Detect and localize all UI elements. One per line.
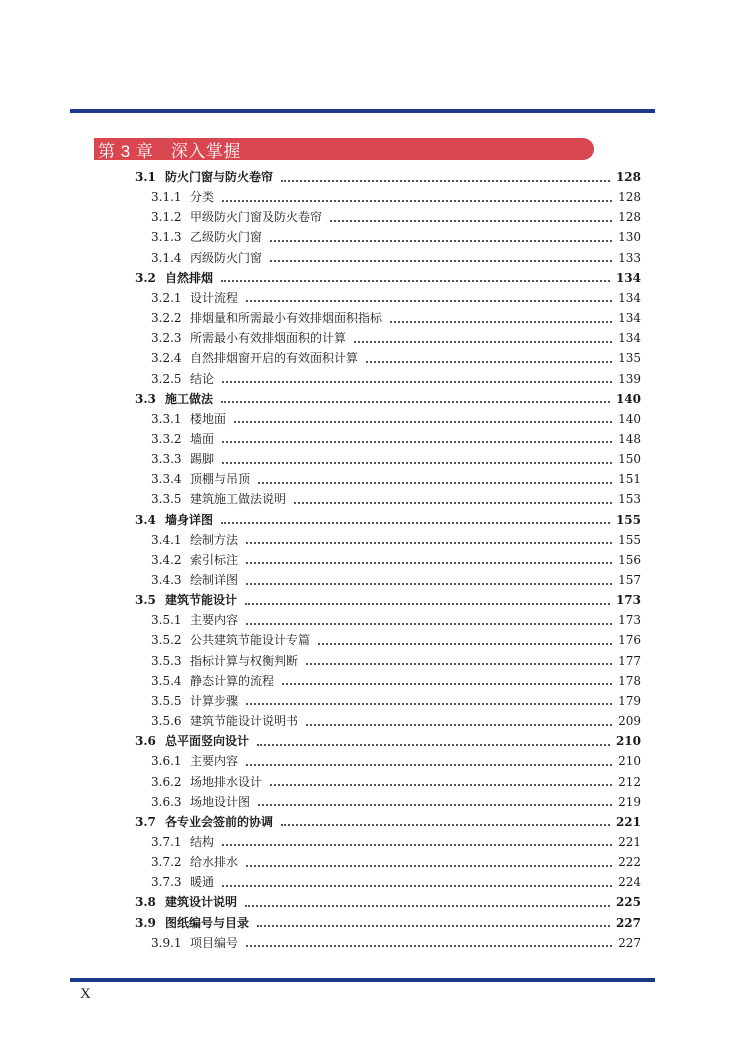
toc-leader-dots: [234, 420, 612, 423]
toc-entry-number: 3.5: [135, 593, 156, 608]
toc-leader-dots: [246, 622, 612, 625]
toc-entry-page: 128: [618, 210, 641, 225]
toc-entry-title: 图纸编号与目录: [165, 915, 250, 930]
toc-leader-dots: [390, 320, 612, 323]
toc-leader-dots: [306, 723, 612, 726]
toc-leader-dots: [330, 219, 612, 222]
toc-entry-number: 3.3.5: [151, 492, 182, 507]
toc-subsection-entry[interactable]: [151, 691, 641, 711]
toc-entry-title: 给水排水: [190, 855, 239, 870]
toc-leader-dots: [282, 682, 612, 685]
toc-entry-page: 140: [615, 391, 641, 406]
toc-entry-number: 3.9.1: [151, 935, 182, 950]
footer-rule: [70, 978, 655, 982]
toc-leader-dots: [222, 461, 612, 464]
toc-entry-number: 3.4.3: [151, 573, 182, 587]
toc-leader-dots: [245, 904, 610, 907]
toc-entry-title: 所需最小有效排烟面积的计算: [190, 331, 347, 346]
toc-entry-title: 静态计算的流程: [190, 673, 275, 688]
toc-leader-dots: [257, 924, 610, 927]
toc-entry-number: 3.7: [135, 814, 156, 829]
toc-subsection-entry[interactable]: [151, 792, 641, 812]
toc-subsection-entry[interactable]: [151, 550, 641, 570]
toc-entry-title: 绘制方法: [190, 532, 239, 547]
toc-subsection-entry[interactable]: [151, 832, 641, 852]
toc-subsection-entry[interactable]: [151, 348, 641, 368]
toc-leader-dots: [258, 481, 612, 484]
toc-section-entry[interactable]: [135, 731, 641, 751]
toc-subsection-entry[interactable]: [151, 207, 641, 227]
toc-entry-title: 自然排烟窗开启的有效面积计算: [190, 351, 359, 366]
toc-entry-title: 建筑施工做法说明: [190, 492, 287, 507]
toc-entry-number: 3.2: [135, 270, 156, 285]
toc-entry-page: 225: [615, 895, 641, 910]
toc-subsection-entry[interactable]: [151, 288, 641, 308]
toc-entry-title: 甲级防火门窗及防火卷帘: [190, 210, 323, 225]
toc-entry-title: 施工做法: [165, 391, 214, 406]
toc-entry-page: 173: [618, 613, 641, 628]
toc-entry-title: 建筑节能设计说明书: [190, 714, 299, 729]
toc-section-entry[interactable]: [135, 812, 641, 832]
toc-subsection-entry[interactable]: [151, 610, 641, 630]
toc-section-entry[interactable]: [135, 268, 641, 288]
toc-entry-number: 3.3.3: [151, 452, 182, 467]
toc-entry-number: 3.4.1: [151, 532, 182, 547]
toc-subsection-entry[interactable]: [151, 469, 641, 489]
toc-leader-dots: [294, 501, 612, 504]
toc-entry-title: 乙级防火门窗: [190, 230, 263, 245]
toc-entry-number: 3.5.2: [151, 633, 182, 648]
toc-entry-number: 3.1.3: [151, 230, 182, 245]
toc-entry-page: 227: [615, 915, 641, 930]
toc-leader-dots: [221, 521, 610, 524]
toc-entry-title: 场地排水设计: [190, 774, 263, 789]
toc-leader-dots: [246, 541, 612, 544]
toc-entry-page: 156: [618, 552, 641, 567]
toc-leader-dots: [246, 864, 612, 867]
toc-leader-dots: [306, 662, 612, 665]
toc-entry-number: 3.7.3: [151, 875, 182, 890]
toc-subsection-entry[interactable]: [151, 772, 641, 792]
toc-entry-page: 221: [618, 834, 641, 849]
toc-leader-dots: [318, 642, 612, 645]
toc-entry-title: 顶棚与吊顶: [190, 472, 251, 487]
toc-entry-title: 防火门窗与防火卷帘: [165, 170, 274, 184]
toc-entry-number: 3.5.5: [151, 693, 182, 708]
toc-subsection-entry[interactable]: [151, 933, 641, 953]
toc-entry-page: 134: [618, 311, 641, 326]
toc-leader-dots: [222, 380, 612, 383]
toc-entry-title: 结构: [190, 834, 215, 849]
toc-leader-dots: [246, 763, 612, 766]
toc-entry-page: 210: [615, 734, 641, 749]
toc-entry-number: 3.4.2: [151, 552, 182, 567]
toc-leader-dots: [222, 440, 612, 443]
toc-entry-number: 3.1.4: [151, 250, 182, 265]
toc-entry-page: 134: [618, 290, 641, 305]
toc-entry-number: 3.2.4: [151, 351, 182, 366]
toc-entry-title: 索引标注: [190, 552, 239, 567]
toc-entry-number: 3.5.4: [151, 673, 182, 688]
toc-entry-page: 153: [618, 492, 641, 507]
toc-leader-dots: [246, 561, 612, 564]
toc-subsection-entry[interactable]: [151, 369, 641, 389]
toc-entry-number: 3.7.1: [151, 834, 182, 849]
toc-section-entry[interactable]: [135, 389, 641, 409]
toc-entry-title: 绘制详图: [190, 573, 239, 587]
toc-entry-page: 224: [618, 875, 641, 890]
toc-subsection-entry[interactable]: [151, 530, 641, 550]
toc-section-entry[interactable]: [135, 913, 641, 933]
toc-leader-dots: [366, 360, 612, 363]
toc-entry-title: 公共建筑节能设计专篇: [190, 633, 311, 648]
toc-entry-number: 3.3.4: [151, 472, 182, 487]
toc-entry-page: 173: [615, 593, 641, 608]
toc-leader-dots: [221, 400, 610, 403]
toc-subsection-entry[interactable]: [151, 751, 641, 771]
toc-entry-page: 148: [618, 431, 641, 446]
toc-entry-page: 140: [618, 411, 641, 426]
toc-leader-dots: [257, 743, 610, 746]
toc-entry-title: 结论: [190, 371, 215, 386]
toc-leader-dots: [246, 582, 612, 585]
toc-subsection-entry[interactable]: [151, 711, 641, 731]
toc-entry-title: 设计流程: [190, 290, 239, 305]
toc-entry-page: 150: [618, 452, 641, 467]
toc-leader-dots: [222, 199, 612, 202]
toc-entry-page: 222: [618, 855, 641, 870]
toc-entry-number: 3.3: [135, 391, 156, 406]
toc-section-entry[interactable]: [135, 892, 641, 912]
toc-entry-number: 3.3.1: [151, 411, 182, 426]
toc-entry-number: 3.5.3: [151, 653, 182, 668]
toc-entry-number: 3.6.1: [151, 754, 182, 769]
toc-entry-title: 项目编号: [190, 935, 239, 950]
toc-entry-title: 场地设计图: [190, 794, 251, 809]
toc-entry-title: 建筑节能设计: [165, 593, 238, 608]
toc-leader-dots: [246, 944, 612, 947]
toc-subsection-entry[interactable]: [151, 872, 641, 892]
toc-entry-number: 3.5.1: [151, 613, 182, 628]
toc-entry-title: 墙身详图: [165, 512, 214, 527]
page-folio: X: [80, 986, 91, 1002]
toc-entry-title: 自然排烟: [165, 270, 214, 285]
toc-entry-number: 3.9: [135, 915, 156, 930]
toc-entry-page: 134: [618, 331, 641, 346]
toc-leader-dots: [258, 803, 612, 806]
toc-subsection-entry[interactable]: [151, 852, 641, 872]
toc-subsection-entry[interactable]: [151, 248, 641, 268]
toc-entry-number: 3.8: [135, 895, 156, 910]
toc-entry-number: 3.2.3: [151, 331, 182, 346]
toc-entry-number: 3.7.2: [151, 855, 182, 870]
toc-entry-number: 3.2.5: [151, 371, 182, 386]
toc-subsection-entry[interactable]: [151, 409, 641, 429]
toc-subsection-entry[interactable]: [151, 328, 641, 348]
toc-leader-dots: [281, 179, 610, 182]
toc-entry-title: 建筑设计说明: [165, 895, 238, 910]
toc-entry-page: 209: [618, 714, 641, 729]
toc-entry-number: 3.2.1: [151, 290, 182, 305]
toc-subsection-entry[interactable]: [151, 449, 641, 469]
toc-leader-dots: [270, 259, 612, 262]
toc-entry-number: 3.2.2: [151, 311, 182, 326]
toc-leader-dots: [245, 602, 610, 605]
toc-entry-title: 排烟量和所需最小有效排烟面积指标: [190, 311, 383, 326]
toc-entry-page: 221: [615, 814, 641, 829]
toc-entry-title: 踢脚: [190, 452, 215, 467]
toc-entry-page: 210: [618, 754, 641, 769]
toc-entry-title: 墙面: [190, 431, 215, 446]
toc-entry-page: 128: [615, 170, 641, 184]
toc-entry-title: 丙级防火门窗: [190, 250, 263, 265]
toc-entry-page: 151: [618, 472, 641, 487]
toc-entry-page: 135: [618, 351, 641, 366]
toc-entry-title: 分类: [190, 190, 215, 205]
header-rule: [70, 109, 655, 113]
toc-leader-dots: [270, 783, 612, 786]
toc-entry-page: 139: [618, 371, 641, 386]
toc-entry-page: 176: [618, 633, 641, 648]
toc-entry-title: 楼地面: [190, 411, 227, 426]
toc-entry-title: 主要内容: [190, 613, 239, 628]
toc-entry-title: 总平面竖向设计: [165, 734, 250, 749]
toc-subsection-entry[interactable]: [151, 429, 641, 449]
toc-entry-page: 133: [618, 250, 641, 265]
chapter-heading: 第 3 章 深入掌握: [98, 141, 241, 161]
toc-entry-page: 157: [618, 573, 641, 587]
toc-entry-number: 3.4: [135, 512, 156, 527]
toc-entry-page: 219: [618, 794, 641, 809]
toc-entry-page: 155: [618, 532, 641, 547]
toc-entry-title: 暖通: [190, 875, 215, 890]
toc-entry-number: 3.6.3: [151, 794, 182, 809]
toc-entry-number: 3.6.2: [151, 774, 182, 789]
toc-leader-dots: [281, 823, 610, 826]
toc-entry-page: 134: [615, 270, 641, 285]
toc-leader-dots: [270, 239, 612, 242]
toc-entry-page: 179: [618, 693, 641, 708]
toc-subsection-entry[interactable]: [151, 227, 641, 247]
toc-entry-page: 212: [618, 774, 641, 789]
toc-entry-number: 3.1.1: [151, 190, 182, 205]
toc-subsection-entry[interactable]: [151, 630, 641, 650]
toc-entry-page: 227: [618, 935, 641, 950]
toc-entry-title: 各专业会签前的协调: [165, 814, 274, 829]
toc-entry-title: 计算步骤: [190, 693, 239, 708]
toc-entry-number: 3.6: [135, 734, 156, 749]
toc-section-entry[interactable]: [135, 510, 641, 530]
chapter-heading-bar: [94, 138, 594, 160]
toc-subsection-entry[interactable]: [151, 187, 641, 207]
toc-entry-page: 130: [618, 230, 641, 245]
toc-entry-title: 指标计算与权衡判断: [190, 653, 299, 668]
toc-leader-dots: [246, 299, 612, 302]
toc-leader-dots: [222, 884, 612, 887]
toc-leader-dots: [221, 279, 610, 282]
toc-entry-number: 3.1: [135, 170, 156, 184]
toc-subsection-entry[interactable]: [151, 308, 641, 328]
toc-entry-number: 3.1.2: [151, 210, 182, 225]
toc-entry-page: 177: [618, 653, 641, 668]
toc-subsection-entry[interactable]: [151, 489, 641, 509]
toc-entry-page: 128: [618, 190, 641, 205]
toc-entry-title: 主要内容: [190, 754, 239, 769]
toc-section-entry[interactable]: [135, 167, 641, 187]
toc-leader-dots: [246, 702, 612, 705]
toc-leader-dots: [222, 843, 612, 846]
toc-entry-page: 155: [615, 512, 641, 527]
toc-leader-dots: [354, 340, 612, 343]
toc-entry-page: 178: [618, 673, 641, 688]
toc-subsection-entry[interactable]: [151, 671, 641, 691]
toc-subsection-entry[interactable]: [151, 570, 641, 590]
toc-section-entry[interactable]: [135, 590, 641, 610]
toc-subsection-entry[interactable]: [151, 651, 641, 671]
toc-entry-number: 3.5.6: [151, 714, 182, 729]
toc-entry-number: 3.3.2: [151, 431, 182, 446]
